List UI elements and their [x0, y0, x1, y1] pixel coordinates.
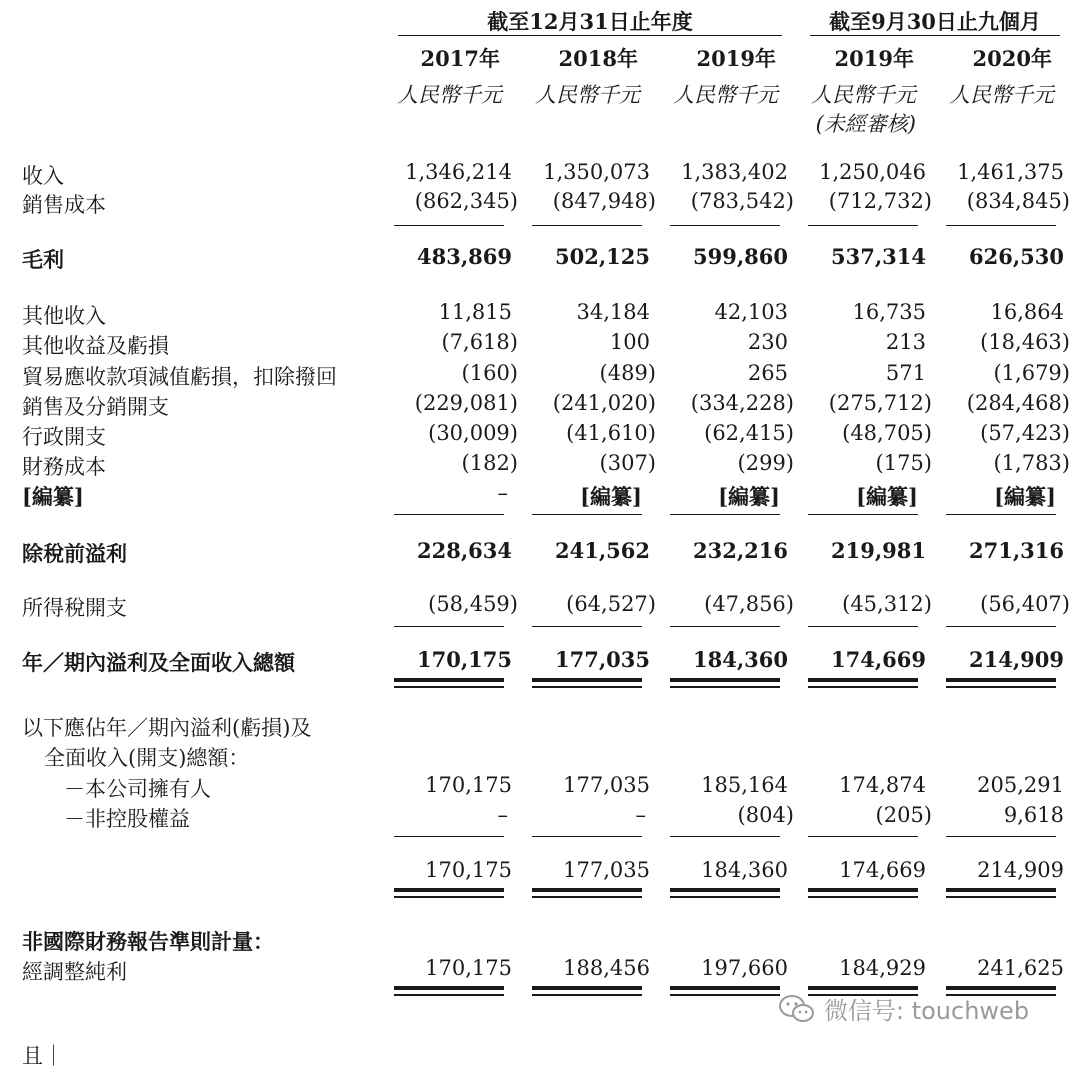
cell: [編纂]	[994, 484, 1056, 509]
non-ifrs-title: 非國際財務報告準則計量：	[22, 929, 274, 954]
cell: 241,625	[977, 956, 1064, 980]
cell: 1,383,402	[681, 160, 788, 184]
row-label-nci: －非控股權益	[64, 807, 190, 831]
wechat-icon	[778, 994, 816, 1024]
col-year: 2017年	[420, 46, 500, 71]
cell: (64,527)	[566, 592, 656, 616]
cell: (41,610)	[566, 421, 656, 445]
attrib-title-line2: 全面收入(開支)總額：	[44, 746, 250, 770]
cell: (1,783)	[993, 451, 1070, 475]
row-label-selling: 銷售及分銷開支	[22, 395, 169, 419]
col-note-unaudited: (未經審核)	[815, 112, 916, 136]
cell: (804)	[737, 803, 794, 827]
cell: (62,415)	[704, 421, 794, 445]
row-label-cost-of-sales: 銷售成本	[22, 193, 106, 217]
cell: (182)	[461, 451, 518, 475]
cell: 483,869	[417, 244, 512, 269]
cell: 197,660	[701, 956, 788, 980]
cell: (241,020)	[552, 391, 656, 415]
cell: 271,316	[969, 538, 1064, 563]
cell: [編纂]	[580, 484, 642, 509]
cell: 502,125	[555, 244, 650, 269]
cell: (57,423)	[980, 421, 1070, 445]
cell: 174,669	[839, 858, 926, 882]
cell: (1,679)	[993, 361, 1070, 385]
cell: 185,164	[701, 773, 788, 797]
cell: (307)	[599, 451, 656, 475]
cell: 228,634	[417, 538, 512, 563]
row-label-tax: 所得稅開支	[22, 596, 127, 620]
cell: 100	[609, 330, 650, 354]
cell: 184,360	[693, 647, 788, 672]
cell: (489)	[599, 361, 656, 385]
cell: (712,732)	[828, 189, 932, 213]
cell: 1,461,375	[957, 160, 1064, 184]
cell: (299)	[737, 451, 794, 475]
cell: 1,346,214	[405, 160, 512, 184]
cell: –	[497, 481, 508, 505]
cell: 205,291	[977, 773, 1064, 797]
cell: (18,463)	[980, 330, 1070, 354]
cell: 1,350,073	[543, 160, 650, 184]
cell: 16,735	[852, 300, 926, 324]
cell: –	[497, 803, 508, 827]
row-label-admin: 行政開支	[22, 425, 106, 449]
cell: 184,929	[839, 956, 926, 980]
col-unit: 人民幣千元	[397, 83, 502, 107]
col-year: 2019年	[696, 46, 776, 71]
cell: 177,035	[563, 858, 650, 882]
cell: 599,860	[693, 244, 788, 269]
cell: 16,864	[990, 300, 1064, 324]
watermark-text: 微信号: touchweb	[824, 997, 1030, 1025]
cell: (58,459)	[428, 592, 518, 616]
row-label-finance: 財務成本	[22, 455, 106, 479]
col-unit: 人民幣千元	[811, 83, 916, 107]
watermark	[778, 991, 1029, 1026]
cell: (47,856)	[704, 592, 794, 616]
cell: 174,669	[831, 647, 926, 672]
cell: 9,618	[1003, 803, 1064, 827]
cell: 170,175	[425, 956, 512, 980]
col-year: 2019年	[834, 46, 914, 71]
cell: (275,712)	[828, 391, 932, 415]
cell: 170,175	[425, 858, 512, 882]
cell: 213	[885, 330, 926, 354]
cell: –	[635, 803, 646, 827]
col-unit: 人民幣千元	[673, 83, 778, 107]
cell: 34,184	[576, 300, 650, 324]
group-header-year: 截至12月31日止年度	[487, 9, 693, 34]
col-unit: 人民幣千元	[535, 83, 640, 107]
cell: (847,948)	[552, 189, 656, 213]
cell: (783,542)	[690, 189, 794, 213]
cell: 571	[885, 361, 926, 385]
row-label-gross-profit: 毛利	[22, 247, 64, 272]
cell: 537,314	[831, 244, 926, 269]
row-label-redacted: [編纂]	[22, 484, 84, 509]
cell: (834,845)	[966, 189, 1070, 213]
row-label-other-gains: 其他收益及虧損	[22, 334, 169, 358]
cell: (284,468)	[966, 391, 1070, 415]
cell: (30,009)	[428, 421, 518, 445]
cell: 177,035	[563, 773, 650, 797]
cell: 184,360	[701, 858, 788, 882]
attrib-title-line1: 以下應佔年／期內溢利(虧損)及	[22, 716, 312, 740]
cell: (334,228)	[690, 391, 794, 415]
row-label-adjusted: 經調整純利	[22, 960, 127, 984]
cell: (175)	[875, 451, 932, 475]
cell: (160)	[461, 361, 518, 385]
cell: 42,103	[714, 300, 788, 324]
cell: 626,530	[969, 244, 1064, 269]
cell: 230	[747, 330, 788, 354]
cell: 170,175	[425, 773, 512, 797]
cell: 188,456	[563, 956, 650, 980]
cell: 219,981	[831, 538, 926, 563]
cell: 174,874	[839, 773, 926, 797]
footer-partial-text: 且｜	[22, 1044, 64, 1068]
row-label-owners: －本公司擁有人	[64, 777, 211, 801]
cell: 241,562	[555, 538, 650, 563]
cell: 1,250,046	[819, 160, 926, 184]
col-unit: 人民幣千元	[949, 83, 1054, 107]
cell: 177,035	[555, 647, 650, 672]
row-label-pbt: 除稅前溢利	[22, 541, 127, 566]
col-year: 2018年	[558, 46, 638, 71]
cell: (7,618)	[441, 330, 518, 354]
row-label-total: 年／期內溢利及全面收入總額	[22, 650, 295, 675]
row-label-revenue: 收入	[22, 164, 64, 188]
cell: (48,705)	[842, 421, 932, 445]
cell: 214,909	[977, 858, 1064, 882]
cell: (56,407)	[980, 592, 1070, 616]
cell: (205)	[875, 803, 932, 827]
cell: 232,216	[693, 538, 788, 563]
row-label-impairment: 貿易應收款項減值虧損，扣除撥回	[22, 365, 337, 389]
cell: [編纂]	[856, 484, 918, 509]
cell: 170,175	[417, 647, 512, 672]
cell: 11,815	[438, 300, 512, 324]
group-header-interim: 截至9月30日止九個月	[829, 9, 1041, 34]
row-label-other-income: 其他收入	[22, 304, 106, 328]
cell: 214,909	[969, 647, 1064, 672]
cell: (229,081)	[414, 391, 518, 415]
col-year: 2020年	[972, 46, 1052, 71]
cell: [編纂]	[718, 484, 780, 509]
cell: (45,312)	[842, 592, 932, 616]
cell: (862,345)	[414, 189, 518, 213]
cell: 265	[747, 361, 788, 385]
